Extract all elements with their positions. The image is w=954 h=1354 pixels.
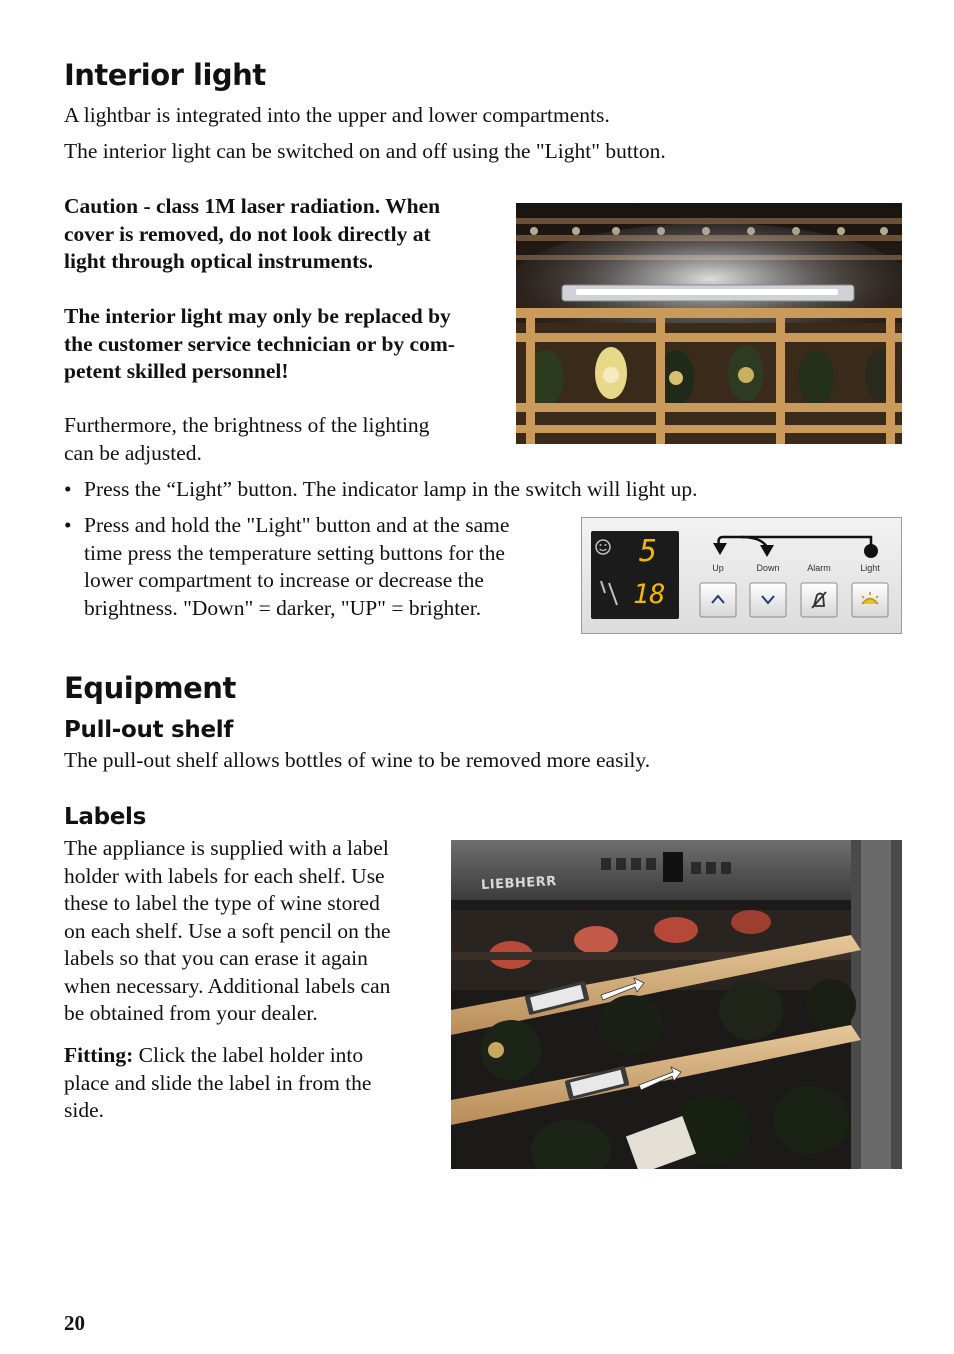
down-arrow-icon xyxy=(750,583,786,617)
interior-light-heading: Interior light xyxy=(64,58,266,92)
fitting-line: side. xyxy=(64,1098,105,1122)
replacement-line: the customer service technician or by com- xyxy=(64,331,455,356)
fitting-label: Fitting: xyxy=(64,1043,134,1067)
intro-line-2: The interior light can be switched on and off using the "Light" button. xyxy=(64,139,666,163)
equipment-heading: Equipment xyxy=(64,671,236,705)
bullet-line: time press the temperature setting buttons for the xyxy=(84,540,505,565)
fitting-line: Click the label holder into xyxy=(133,1043,364,1067)
brightness-line: Furthermore, the brightness of the lighting xyxy=(64,413,430,437)
bullet-item xyxy=(64,476,864,504)
bullet-line: brightness. "Down" = darker, "UP" = brighter. xyxy=(84,595,482,620)
down-button-label: Down xyxy=(756,563,780,573)
labels-line: on each shelf. Use a soft pencil on the xyxy=(64,918,391,943)
display-top-value: 5 xyxy=(639,534,658,569)
caution-line: light through optical instruments. xyxy=(64,249,373,273)
page-number: 20 xyxy=(64,1311,85,1335)
up-button[interactable] xyxy=(700,583,736,617)
pullout-shelf-heading: Pull-out shelf xyxy=(64,717,234,743)
fitting-line: place and slide the label in from the xyxy=(64,1070,372,1095)
caution-line: Caution - class 1M laser radiation. When xyxy=(64,194,441,218)
labels-line: labels so that you can erase it again xyxy=(64,946,368,970)
alarm-button[interactable] xyxy=(801,583,837,617)
light-button-label: Light xyxy=(860,563,880,573)
replacement-warning xyxy=(64,303,455,386)
wine-shelf-photo xyxy=(451,840,902,1169)
light-button[interactable] xyxy=(852,583,888,617)
fitting-paragraph xyxy=(64,1042,371,1125)
control-panel-illustration xyxy=(581,517,902,634)
brand-logo: LIEBHERR xyxy=(480,874,558,893)
labels-paragraph xyxy=(64,835,391,1028)
alarm-bell-icon xyxy=(801,583,837,617)
up-button-label: Up xyxy=(712,563,724,573)
replacement-line: The interior light may only be replaced by xyxy=(64,304,451,328)
down-button[interactable] xyxy=(750,583,786,617)
lightbar-photo xyxy=(516,203,902,444)
labels-line: these to label the type of wine stored xyxy=(64,891,380,915)
caution-line: cover is removed, do not look directly at xyxy=(64,221,431,246)
bullet-symbol: • xyxy=(64,513,72,537)
intro-line-1: A lightbar is integrated into the upper and lower compartments. xyxy=(64,103,610,127)
brightness-paragraph xyxy=(64,412,429,467)
labels-line: be obtained from your dealer. xyxy=(64,1001,318,1025)
brightness-line: can be adjusted. xyxy=(64,440,202,465)
alarm-button-label: Alarm xyxy=(807,563,831,573)
replacement-line: petent skilled personnel! xyxy=(64,359,289,383)
display-bottom-value: 18 xyxy=(633,579,666,610)
bullet-text: Press the “Light” button. The indicator lamp in the switch will light up. xyxy=(84,477,698,501)
bullet-text xyxy=(84,512,509,622)
labels-line: when necessary. Additional labels can xyxy=(64,973,391,998)
light-icon xyxy=(852,583,888,617)
up-arrow-icon xyxy=(700,583,736,617)
pullout-shelf-text: The pull-out shelf allows bottles of wine to be removed more easily. xyxy=(64,748,651,772)
labels-line: The appliance is supplied with a label xyxy=(64,836,389,860)
bullet-item xyxy=(64,512,574,624)
caution-paragraph xyxy=(64,193,440,276)
bullet-line: Press and hold the "Light" button and at the same xyxy=(84,513,510,537)
labels-heading: Labels xyxy=(64,804,147,830)
labels-line: holder with labels for each shelf. Use xyxy=(64,863,385,888)
bullet-symbol: • xyxy=(64,477,72,501)
bullet-line: lower compartment to increase or decrease the xyxy=(84,568,484,592)
